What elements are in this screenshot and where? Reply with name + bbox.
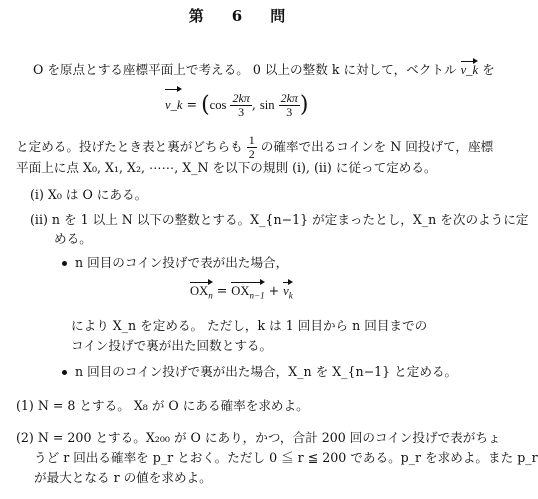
problem-title: 第 6 問 (188, 7, 286, 25)
question-1: (1) N = 8 とする。 X₈ が O にある確率を求めよ。 (16, 398, 309, 413)
bullet-dot (62, 261, 67, 266)
question-2-line-1: (2) N = 200 とする。X₂₀₀ が O にあり，かつ，合計 200 回のコイン投げで表がちょ (16, 430, 501, 445)
heads-vector-equation: $OX_n = OX_{n-1} + v_k$ (190, 283, 293, 304)
intro-line-2: と定める。投げたとき表と裏がどちらも $\frac{1}{2}$ の確率で出るコインを N 回投げて，座標 (16, 133, 494, 161)
vector-definition-equation: v_k = (cos $\frac{2k\pi}{3}$ , sin $\frac{2k\pi}{3}$ ) (165, 91, 309, 119)
heads-text-line-1: により X_n を定める。 ただし，k は 1 回目から n 回目までの (71, 318, 428, 333)
intro-line-3: 平面上に点 X₀, X₁, X₂, ⋯⋯, X_N を以下の規則 (i), (ii) に従って定める。 (16, 160, 437, 175)
question-2-line-3: が最大となる r の値を求めよ。 (34, 470, 212, 485)
bullet-tails: n 回目のコイン投げで裏が出た場合，X_n を X_{n−1} と定める。 (62, 364, 457, 380)
bullet-dot (62, 370, 67, 375)
intro-line-1: O を原点とする座標平面上で考える。 0 以上の整数 k に対して，ベクトル v_k を (33, 62, 495, 77)
bullet-heads: n 回目のコイン投げで表が出た場合， (62, 255, 288, 271)
rule-i: (i) X₀ は O にある。 (30, 187, 148, 202)
rule-ii-line-1: (ii) n を 1 以上 N 以下の整数とする。X_{n−1} が定まったとし，X_n を次のように定 (30, 212, 529, 227)
question-2-line-2: うど r 回出る確率を p_r とおく。ただし 0 ≦ r ≦ 200 である。p_r を求めよ。また p_r (34, 450, 538, 465)
vector-vk: v_k (460, 63, 479, 77)
rule-ii-line-2: める。 (54, 231, 92, 246)
heads-text-line-2: コイン投げで裏が出た回数とする。 (71, 338, 273, 353)
